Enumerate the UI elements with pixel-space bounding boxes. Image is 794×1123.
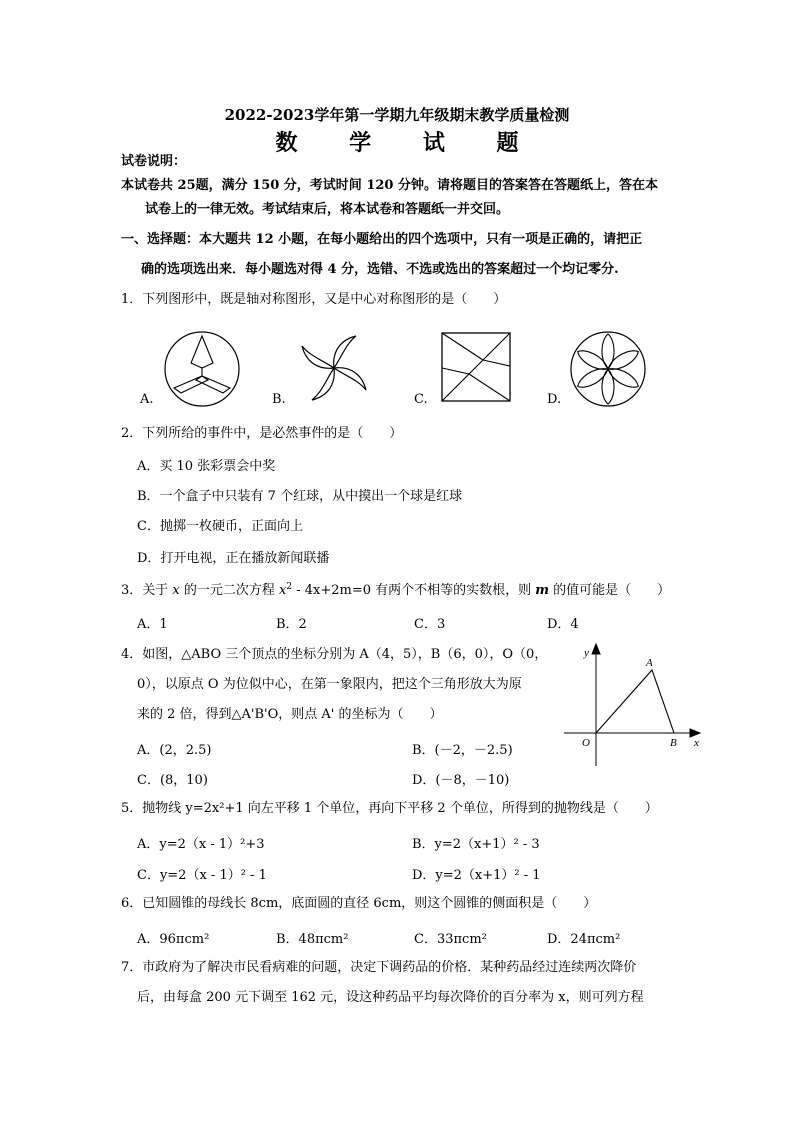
q7-line-1: 7．市政府为了解决市民看病难的问题，决定下调药品的价格．某种药品经过连续两次降价 [121,960,637,975]
q2-stem: 2．下列所给的事件中，是必然事件的是（ ） [121,426,403,441]
q4-option-d: D．(－8，－10) [412,773,510,788]
q5-option-a: A．y=2（x - 1）²+3 [137,837,265,852]
y-axis-arrow [592,644,600,654]
instructions-line-2: 试卷上的一律无效。考试结束后，将本试卷和答题纸一并交回。 [145,202,510,217]
q1-label-c: C. [414,392,428,407]
q1-label-a: A. [140,392,154,407]
q1-figure-b [296,330,372,406]
subject-title: 数 学 试 题 [275,130,541,156]
q2-option-d: D．打开电视，正在播放新闻联播 [137,551,330,566]
q1-figure-a [163,330,241,408]
q4-line-2: 0），以原点 O 为位似中心，在第一象限内，把这个三角形放大为原 [137,677,522,692]
point-b-label: B [670,737,677,749]
q1-label-d: D. [547,392,562,407]
q6-option-b: B．48πcm² [276,932,349,947]
q2-option-c: C．抛掷一枚硬币，正面向上 [137,519,303,534]
q5-option-d: D．y=2（x+1）² - 1 [412,868,541,883]
q6-option-c: C．33πcm² [414,932,487,947]
instructions-line-1: 本试卷共 25题，满分 150 分，考试时间 120 分钟。请将题目的答案答在答题纸上，答在本 [121,178,658,193]
q4-line-1: 4．如图，△ABO 三个顶点的坐标分别为 A（4，5），B（6，0），O（0， [121,647,548,662]
q4-option-c: C．(8，10) [137,773,208,788]
q5-stem: 5．抛物线 y=2x²+1 向左平移 1 个单位，再向下平移 2 个单位，所得到的抛物线是（ ） [121,801,658,816]
q1-figure-c [441,332,511,402]
exam-title: 2022-2023学年第一学期九年级期末教学质量检测 [224,106,570,124]
q3-stem: 3．关于 x 的一元二次方程 $x^2 - 4x+2m=0$ 有两个不相等的实数根，则 m 的值可能是（ ） [121,582,671,598]
section1-line-2: 确的选项选出来．每小题选对得 4 分，选错、不选或选出的答案超过一个均记零分. [141,262,619,277]
instructions-heading: 试卷说明： [121,154,187,169]
q4-option-a: A．(2，2.5) [137,743,212,758]
x-axis-label: x [694,737,699,749]
x-axis-arrow [690,729,700,737]
q4-option-b: B．(－2，－2.5) [412,743,513,758]
q2-option-a: A．买 10 张彩票会中奖 [137,459,276,474]
q3-option-a: A．1 [137,617,168,632]
q2-option-b: B．一个盒子中只装有 7 个红球，从中摸出一个球是红球 [137,489,463,504]
q6-option-a: A．96πcm² [137,932,210,947]
q6-option-d: D．24πcm² [547,932,621,947]
triangle-abo [596,670,674,733]
q5-option-b: B．y=2（x+1）² - 3 [412,837,540,852]
q6-stem: 6．已知圆锥的母线长 8cm，底面圆的直径 6cm，则这个圆锥的侧面积是（ ） [121,896,597,911]
y-axis-label: y [584,647,589,659]
q3-option-c: C．3 [414,617,446,632]
section1-line-1: 一、选择题：本大题共 12 小题，在每小题给出的四个选项中，只有一项是正确的，请把正 [121,232,643,247]
q3-option-b: B．2 [276,617,307,632]
q4-line-3: 来的 2 倍，得到△A'B'O，则点 A' 的坐标为（ ） [137,707,443,722]
q3-option-d: D．4 [547,617,579,632]
point-o-label: O [582,737,590,749]
q7-line-2: 后，由每盒 200 元下调至 162 元，设这种药品平均每次降价的百分率为 x，则可列方程 [137,990,644,1005]
q4-coordinate-figure [560,642,710,770]
q1-label-b: B. [272,392,286,407]
point-a-label: A [646,657,653,669]
q1-figure-d [569,330,647,408]
q5-option-c: C．y=2（x - 1）² - 1 [137,868,267,883]
q1-stem: 1．下列图形中，既是轴对称图形，又是中心对称图形的是（ ） [121,292,507,307]
